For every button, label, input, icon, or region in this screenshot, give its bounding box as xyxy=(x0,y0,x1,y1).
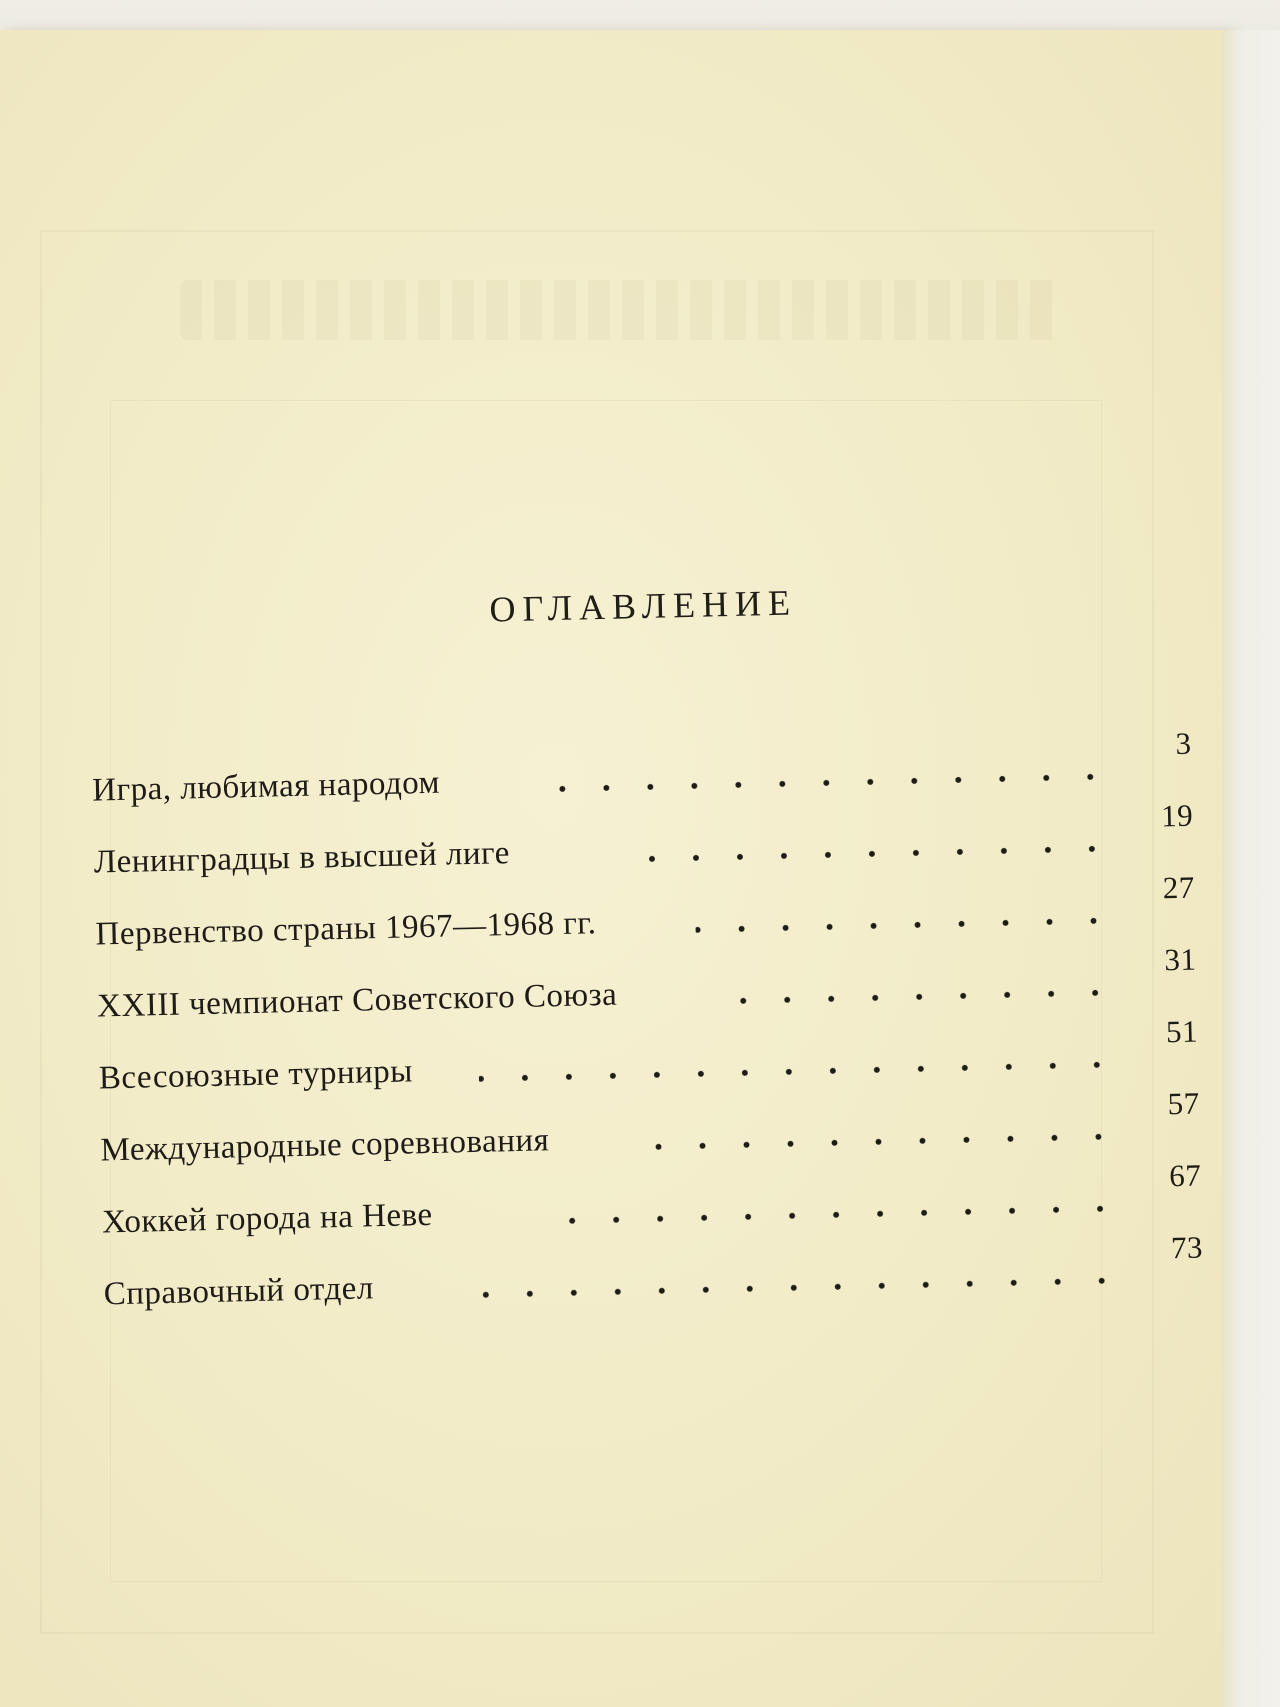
toc-entry-title: XXIII чемпионат Советского Союза xyxy=(96,976,618,1025)
page-edge xyxy=(1222,30,1280,1707)
dot-leader xyxy=(737,987,1117,1006)
dot-leader xyxy=(650,1131,1120,1152)
toc-entry-page: 51 xyxy=(1165,1013,1199,1050)
toc-entry xyxy=(101,1157,1202,1243)
dot-leader xyxy=(614,843,1114,864)
toc-entry xyxy=(95,869,1196,955)
toc-entry-title: Игра, любимая народом xyxy=(91,764,441,809)
toc-entry-title: Международные соревнования xyxy=(100,1122,550,1169)
toc-entry-page: 3 xyxy=(1175,725,1192,761)
toc-entry-title: Хоккей города на Неве xyxy=(101,1196,434,1241)
dot-leader xyxy=(696,915,1116,935)
toc-entry xyxy=(93,797,1194,883)
dot-leader xyxy=(479,1059,1119,1084)
toc-entry-page: 57 xyxy=(1167,1085,1201,1122)
toc-entry-page: 27 xyxy=(1162,869,1196,906)
toc-entry-page: 31 xyxy=(1164,941,1197,978)
toc-entry-title: Первенство страны 1967—1968 гг. xyxy=(95,905,597,953)
toc-entry xyxy=(91,725,1193,811)
toc-entry-title: Справочный отдел xyxy=(103,1270,375,1313)
toc-entry-page: 19 xyxy=(1160,797,1194,834)
toc-entry xyxy=(100,1085,1201,1171)
toc-entry-page: 73 xyxy=(1170,1229,1204,1266)
toc-heading: ОГЛАВЛЕНИЕ xyxy=(489,582,798,630)
toc-entry xyxy=(98,1013,1199,1099)
toc-entry-title: Ленинградцы в высшей лиге xyxy=(93,835,511,881)
dot-leader xyxy=(552,771,1112,794)
toc-entry xyxy=(103,1229,1204,1314)
dot-leader xyxy=(449,1275,1124,1300)
toc-entry xyxy=(96,941,1198,1027)
toc-entry-page: 67 xyxy=(1168,1157,1202,1194)
dot-leader xyxy=(532,1203,1122,1226)
table-of-contents xyxy=(75,0,1223,1707)
toc-entry-title: Всесоюзные турниры xyxy=(98,1053,414,1097)
